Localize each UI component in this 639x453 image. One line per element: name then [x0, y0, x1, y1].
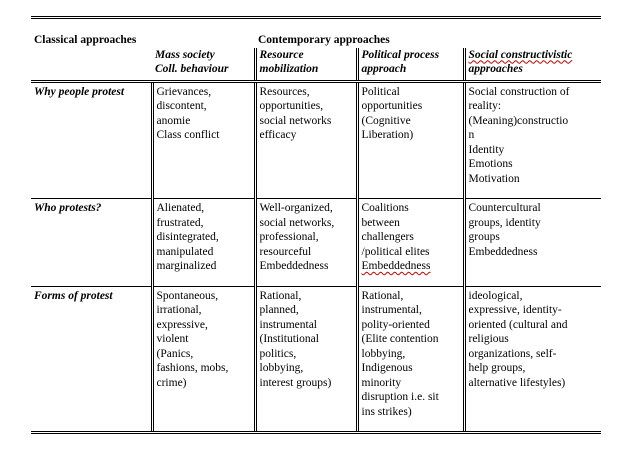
cell-line: instrumental, [361, 304, 422, 316]
cell-forms-resource [255, 286, 357, 431]
cell-line: social networks, [259, 216, 335, 229]
header-line: approach [361, 63, 407, 75]
cell-line: groups [468, 231, 500, 243]
bottom-double-rule [31, 431, 601, 434]
row-label-forms: Forms of protest [31, 286, 152, 431]
cell-line: discontent, [156, 100, 207, 112]
cell-line: polity-oriented [361, 318, 430, 331]
header-line: approaches [468, 63, 523, 75]
cell-line: between [361, 216, 400, 229]
cell-line: ideological, [468, 289, 523, 302]
cell-line: Political [361, 85, 400, 98]
comparison-table-container [31, 16, 601, 434]
cell-line: challengers [361, 231, 414, 243]
cell-line: politics, [259, 347, 297, 360]
cell-why-mass-society [152, 81, 255, 199]
cell-line: Emotions [468, 158, 513, 170]
header-row-groups [31, 19, 601, 48]
protest-approaches-table [31, 19, 601, 431]
cell-line: crime) [156, 376, 187, 389]
cell-why-resource [255, 81, 357, 199]
cell-line: instrumental [259, 318, 317, 331]
cell-line: Class conflict [156, 129, 220, 141]
cell-line: lobbying, [259, 362, 304, 374]
cell-line: reality: [468, 100, 502, 112]
cell-line: (Cognitive [361, 114, 411, 127]
header-line: mobilization [259, 63, 319, 75]
cell-line: Liberation) [361, 129, 414, 141]
header-col-political-process [357, 48, 464, 82]
header-empty [31, 48, 152, 82]
cell-line: disruption i.e. sit [361, 391, 439, 403]
header-line: Mass society [155, 48, 215, 61]
header-contemporary: Contemporary approaches [258, 34, 390, 46]
cell-line: (Panics, [156, 347, 194, 360]
header-line: Resource [259, 48, 304, 61]
cell-line: Indigenous [361, 362, 413, 374]
cell-line: oriented (cultural and [468, 318, 568, 331]
cell-line: irrational, [156, 304, 202, 316]
cell-line: Rational, [361, 289, 404, 302]
table-row [31, 199, 601, 287]
cell-line: Resources, [259, 85, 310, 98]
cell-line: help groups, [468, 362, 526, 374]
cell-line: Well-organized, [259, 202, 333, 214]
cell-text: Embeddedness [361, 260, 431, 272]
cell-forms-political [357, 286, 464, 431]
header-row-columns [31, 48, 601, 82]
cell-line: social networks [259, 114, 332, 127]
row-label-who: Who protests? [31, 199, 152, 287]
cell-line: Embeddedness [468, 245, 538, 258]
cell-line: professional, [259, 231, 319, 243]
cell-line: Alienated, [156, 202, 205, 214]
header-col-mass-society [152, 48, 255, 82]
cell-line: /political elites [361, 245, 430, 258]
cell-line: ins strikes) [361, 405, 412, 418]
header-line [469, 48, 602, 63]
cell-line: disintegrated, [156, 231, 219, 243]
cell-line: violent [156, 333, 189, 345]
cell-line: Coalitions [361, 202, 409, 214]
cell-line: efficacy [259, 129, 297, 141]
cell-line: Grievances, [156, 85, 212, 98]
cell-line: fashions, mobs, [156, 362, 229, 374]
cell-line: manipulated [156, 245, 214, 258]
table-row [31, 81, 601, 199]
cell-line: lobbying, [361, 347, 406, 360]
cell-line: n [468, 129, 475, 141]
cell-line: Countercultural [468, 202, 541, 214]
cell-line: resourceful [259, 245, 312, 258]
table-row [31, 286, 601, 431]
cell-who-social [464, 199, 601, 287]
cell-forms-social [464, 286, 601, 431]
cell-line: interest groups) [259, 376, 332, 389]
header-line: Coll. behaviour [155, 63, 229, 75]
cell-line: Identity [468, 143, 505, 156]
cell-line: Social construction of [468, 85, 570, 98]
cell-line: minority [361, 376, 402, 389]
cell-line: marginalized [156, 260, 217, 272]
cell-line [362, 259, 463, 274]
cell-line: opportunities [361, 100, 423, 112]
cell-line: expressive, identity- [468, 304, 562, 316]
header-text: Social constructivistic [468, 48, 573, 61]
cell-line: religious [468, 333, 509, 345]
cell-why-political [357, 81, 464, 199]
row-label-why: Why people protest [34, 85, 125, 98]
cell-line: Spontaneous, [156, 289, 219, 302]
cell-line: planned, [259, 304, 299, 316]
cell-forms-mass-society [152, 286, 255, 431]
cell-line: alternative lifestyles) [468, 376, 566, 389]
cell-line: Rational, [259, 289, 302, 302]
cell-line: organizations, self- [468, 347, 557, 360]
cell-line: (Institutional [259, 333, 319, 345]
header-classical: Classical approaches [34, 34, 137, 46]
cell-who-mass-society [152, 199, 255, 287]
cell-line: anomie [156, 114, 191, 127]
cell-line: Motivation [468, 172, 520, 185]
cell-who-political [357, 199, 464, 287]
cell-line: expressive, [156, 318, 208, 331]
cell-line: frustrated, [156, 216, 204, 229]
cell-line: groups, identity [468, 216, 541, 229]
header-col-social-constructivistic [464, 48, 601, 82]
cell-line: (Elite contention [361, 333, 439, 345]
cell-who-resource [255, 199, 357, 287]
cell-line: (Meaning)constructio [468, 114, 569, 127]
cell-why-social [464, 81, 601, 199]
cell-line: opportunities, [259, 100, 324, 112]
header-line: Political process [361, 48, 440, 61]
header-col-resource-mobilization [255, 48, 357, 82]
cell-line: Embeddedness [259, 260, 329, 272]
